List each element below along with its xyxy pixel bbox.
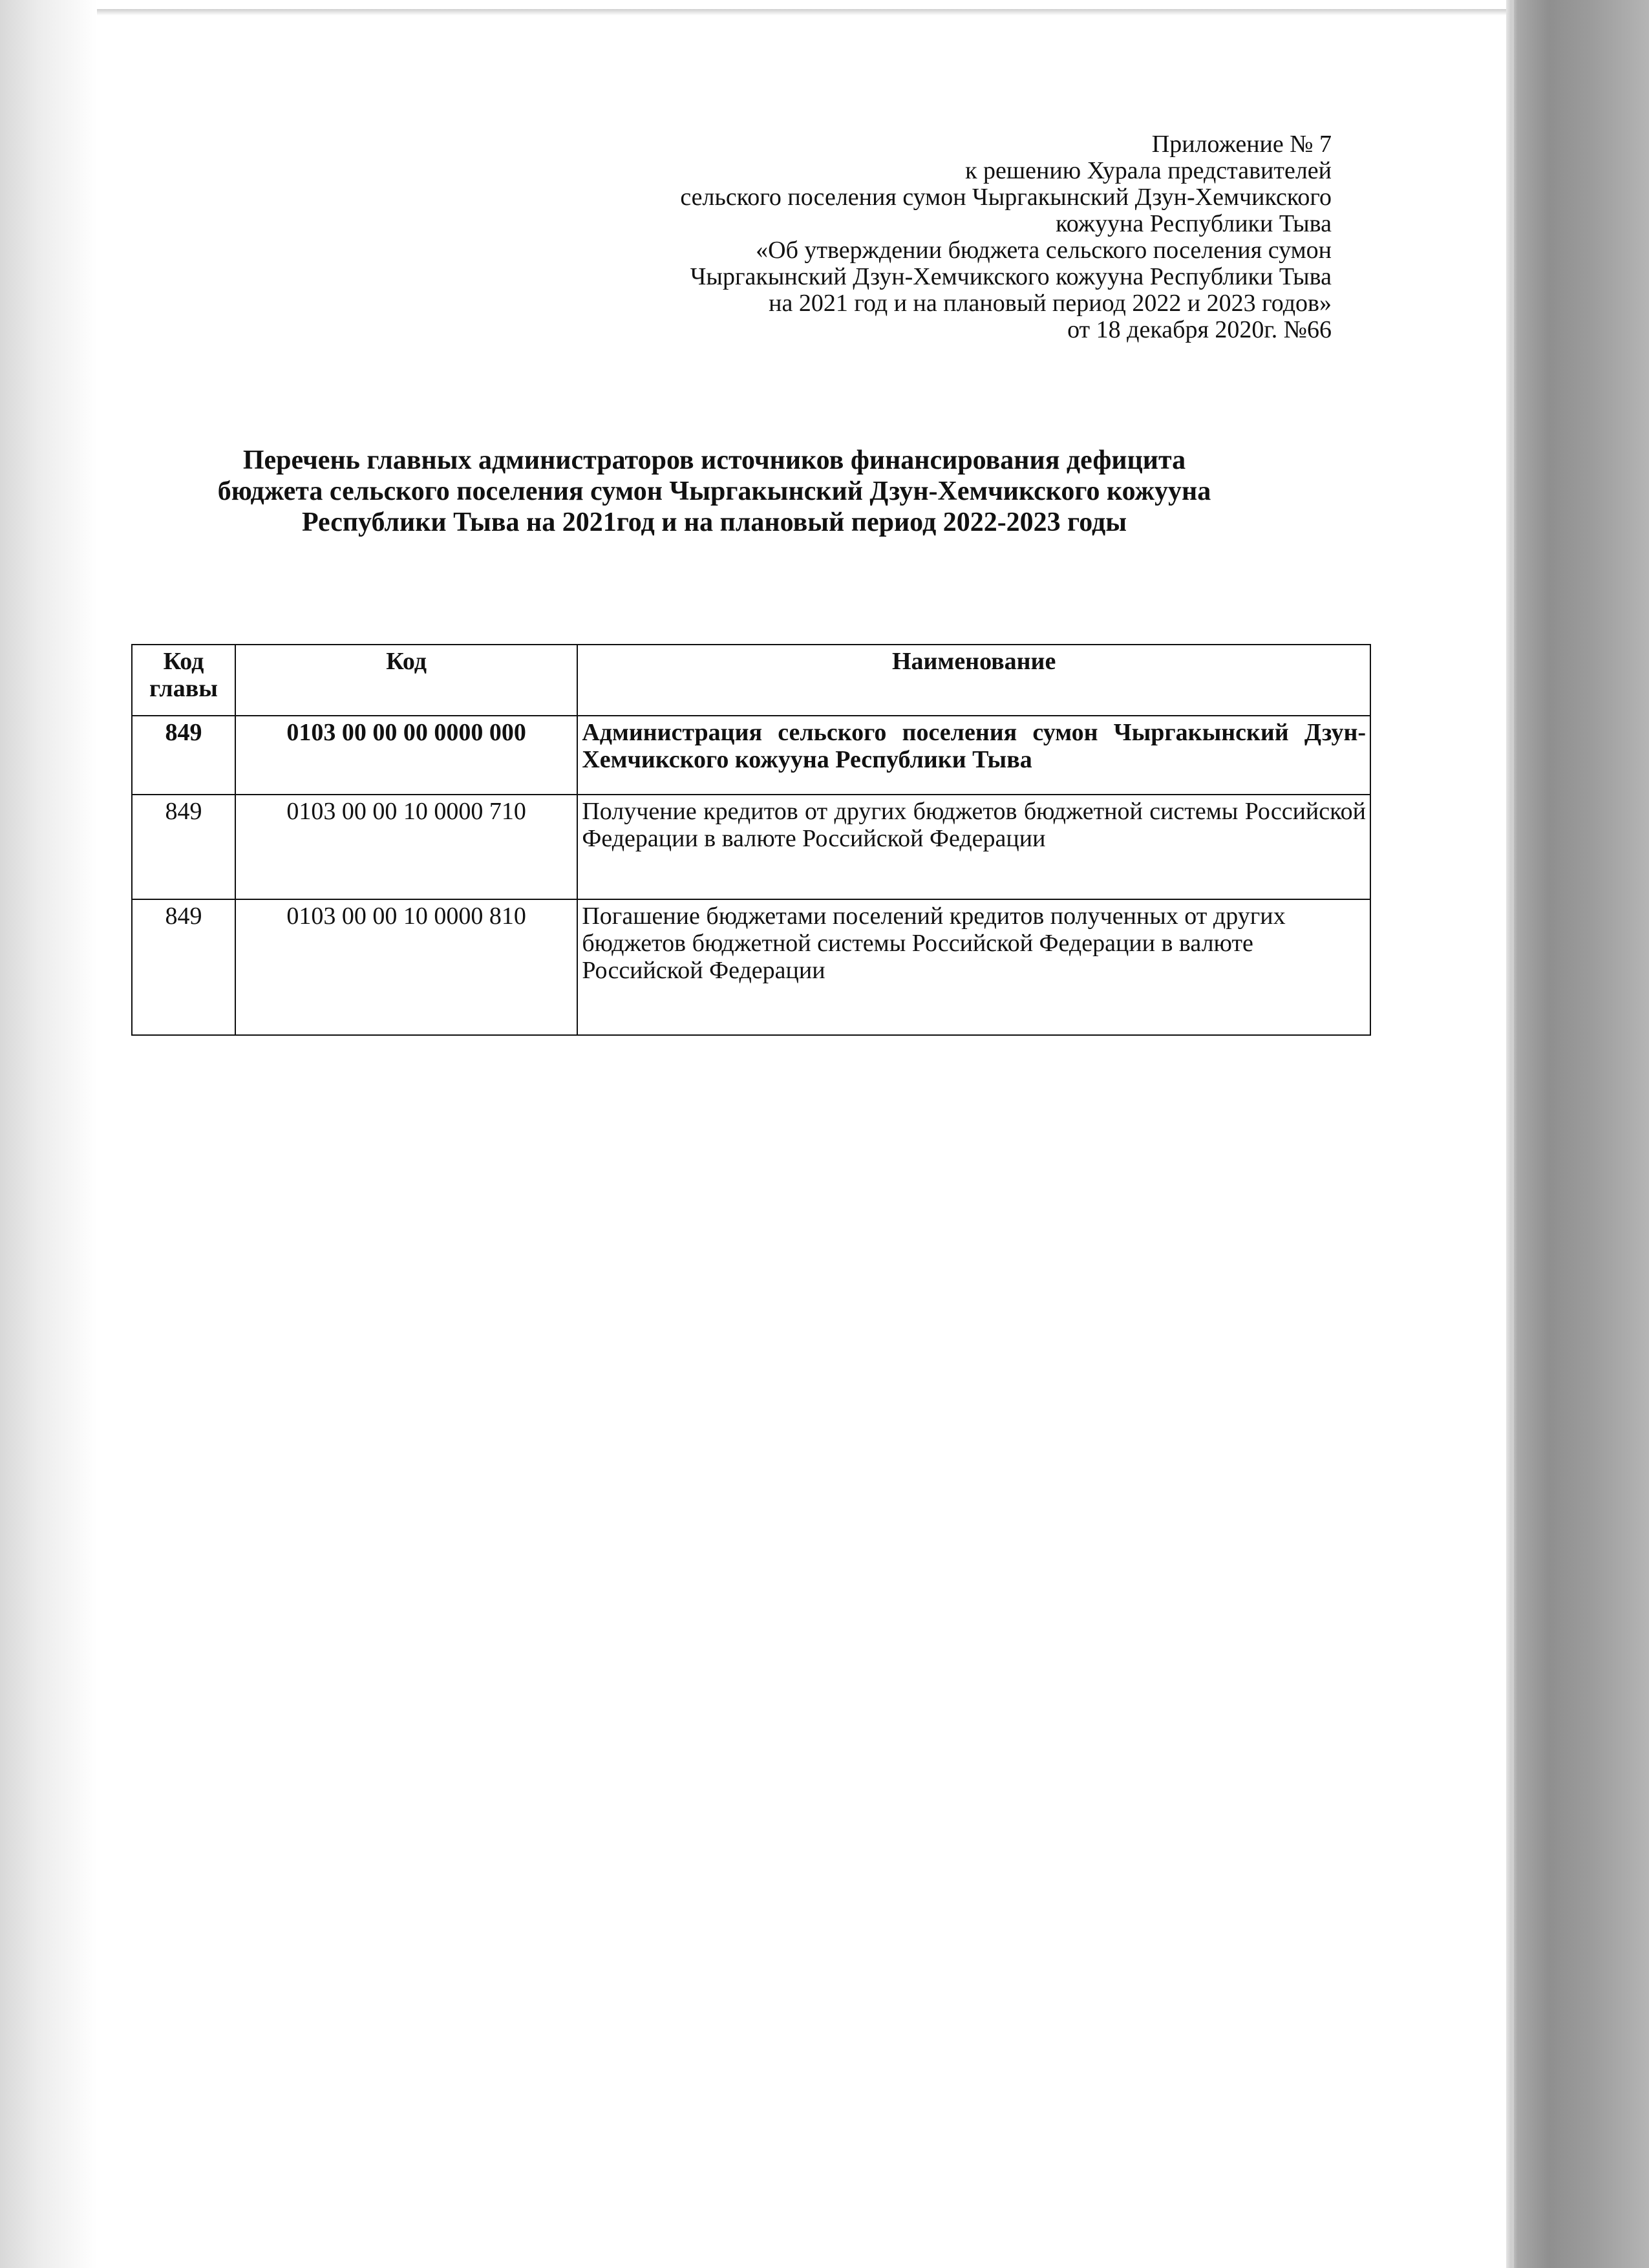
- table-header-row: [132, 645, 1370, 716]
- appendix-line: «Об утверждении бюджета сельского поселения сумон: [756, 237, 1332, 264]
- administrators-table: [131, 644, 1371, 1036]
- scan-binding-shadow: [0, 0, 97, 2268]
- table-row: [132, 716, 1370, 795]
- cell-name: Администрация сельского поселения сумон Чыргакынский Дзун-Хемчикского кожууна Республики Тыва: [577, 716, 1370, 795]
- cell-code: 0103 00 00 10 0000 810: [235, 899, 577, 1035]
- header-name: Наименование: [577, 645, 1370, 716]
- title-line: бюджета сельского поселения сумон Чыргакынский Дзун-Хемчикского кожууна: [217, 476, 1211, 506]
- cell-chapter-code: 849: [132, 716, 235, 795]
- appendix-number: Приложение № 7: [1151, 131, 1332, 158]
- appendix-line: кожууна Республики Тыва: [1056, 210, 1332, 237]
- cell-code: 0103 00 00 10 0000 710: [235, 795, 577, 899]
- appendix-line: Чыргакынский Дзун-Хемчикского кожууна Республики Тыва: [690, 263, 1332, 290]
- title-line: Республики Тыва на 2021год и на плановый период 2022-2023 годы: [301, 508, 1127, 537]
- appendix-line: на 2021 год и на плановый период 2022 и 2023 годов»: [769, 290, 1332, 317]
- cell-chapter-code: 849: [132, 795, 235, 899]
- table-row: [132, 899, 1370, 1035]
- cell-name: Получение кредитов от других бюджетов бюджетной системы Российской Федерации в валюте Российской Федерации: [577, 795, 1370, 899]
- cell-name: Погашение бюджетами поселений кредитов полученных от других бюджетов бюджетной системы Российской Федерации в валюте Российской Федерации: [577, 899, 1370, 1035]
- scan-page-edge-line: [1511, 0, 1514, 2268]
- appendix-line: к решению Хурала представителей: [965, 157, 1332, 184]
- document-title: [133, 445, 1296, 538]
- scan-top-edge: [97, 9, 1506, 16]
- cell-code: 0103 00 00 00 0000 000: [235, 716, 577, 795]
- title-line: Перечень главных администраторов источников финансирования дефицита: [242, 445, 1186, 475]
- scan-page-edge: [1506, 0, 1649, 2268]
- appendix-header: [582, 131, 1332, 343]
- appendix-line: сельского поселения сумон Чыргакынский Дзун-Хемчикского: [680, 184, 1332, 211]
- header-chapter-code: Код главы: [132, 645, 235, 716]
- cell-chapter-code: 849: [132, 899, 235, 1035]
- header-code: Код: [235, 645, 577, 716]
- table-row: [132, 795, 1370, 899]
- appendix-date: от 18 декабря 2020г. №66: [1067, 316, 1332, 343]
